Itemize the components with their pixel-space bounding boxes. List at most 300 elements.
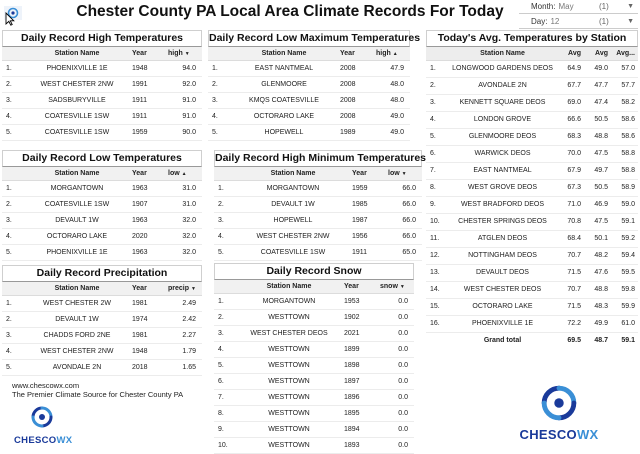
low-header[interactable] — [384, 167, 422, 180]
record-high-min-temps-table — [214, 167, 422, 261]
table-row[interactable] — [426, 162, 638, 179]
year-value: 2008 — [338, 92, 372, 108]
row-number: 10. — [214, 437, 236, 453]
table-row[interactable] — [426, 77, 638, 94]
table-row[interactable] — [2, 124, 202, 140]
avg-mean-value: 59.9 — [611, 298, 638, 315]
record-value: 0.0 — [376, 437, 414, 453]
avg-mean-value: 58.8 — [611, 162, 638, 179]
row-number-header — [2, 167, 24, 180]
table-row[interactable] — [426, 315, 638, 332]
station-name: WEST CHESTER 2W — [24, 295, 130, 311]
row-number: 1. — [214, 180, 236, 196]
row-number: 1. — [426, 60, 448, 77]
row-number: 2. — [426, 77, 448, 94]
avg-high-value: 68.4 — [557, 230, 584, 247]
record-value: 47.9 — [372, 60, 410, 76]
station-name-header[interactable]: Station Name — [24, 167, 130, 180]
table-row[interactable] — [214, 325, 414, 341]
station-name: CHESTER SPRINGS DEOS — [448, 213, 557, 230]
row-number: 4. — [214, 228, 236, 244]
station-name: MORGANTOWN — [236, 293, 342, 309]
table-row[interactable] — [2, 108, 202, 124]
year-value: 1956 — [350, 228, 384, 244]
record-precip-table — [2, 282, 202, 376]
table-row[interactable] — [426, 128, 638, 145]
avg-high-value: 67.3 — [557, 179, 584, 196]
year-value: 1894 — [342, 421, 376, 437]
row-number: 1. — [214, 293, 236, 309]
row-number: 5. — [2, 124, 24, 140]
row-number: 1. — [208, 60, 230, 76]
table-row[interactable] — [214, 228, 422, 244]
year-value: 1911 — [350, 244, 384, 260]
chevron-down-icon: ▼ — [627, 3, 634, 10]
avg-high-value: 70.8 — [557, 213, 584, 230]
year-value: 1896 — [342, 389, 376, 405]
station-name: WARWICK DEOS — [448, 145, 557, 162]
year-value: 1897 — [342, 373, 376, 389]
avg-high-value: 71.5 — [557, 298, 584, 315]
table-row[interactable] — [426, 264, 638, 281]
station-name: LONDON GROVE — [448, 111, 557, 128]
record-value: 1.65 — [164, 359, 202, 375]
year-value: 2008 — [338, 60, 372, 76]
record-value: 90.0 — [164, 124, 202, 140]
record-value: 0.0 — [376, 293, 414, 309]
brand-wordmark-wx: WX — [576, 427, 599, 442]
row-number: 15. — [426, 298, 448, 315]
row-number: 6. — [214, 373, 236, 389]
table-row[interactable] — [2, 343, 202, 359]
table-row[interactable] — [426, 196, 638, 213]
table-row[interactable] — [214, 421, 414, 437]
table-row[interactable] — [214, 244, 422, 260]
sort-asc-icon: ▲ — [181, 170, 187, 177]
year-value: 2020 — [130, 228, 164, 244]
brand-wordmark: CHESCOWX — [14, 435, 73, 446]
avg-mean-value: 58.9 — [611, 179, 638, 196]
table-row[interactable] — [2, 311, 202, 327]
year-value: 2008 — [338, 108, 372, 124]
row-number: 3. — [214, 325, 236, 341]
record-value: 66.0 — [384, 180, 422, 196]
row-number: 3. — [2, 327, 24, 343]
year-value: 1959 — [350, 180, 384, 196]
precip-header[interactable] — [164, 282, 202, 295]
record-value: 66.0 — [384, 228, 422, 244]
station-name-header[interactable]: Station Name — [24, 47, 130, 60]
avg-mean-value: 57.7 — [611, 77, 638, 94]
station-name: WEST GROVE DEOS — [448, 179, 557, 196]
row-number-header — [208, 47, 230, 60]
station-name-header[interactable]: Station Name — [24, 282, 130, 295]
avg-low-value: 48.2 — [584, 247, 611, 264]
year-value: 2021 — [342, 325, 376, 341]
row-number: 14. — [426, 281, 448, 298]
table-row[interactable] — [2, 212, 202, 228]
year-header[interactable]: Year — [350, 167, 384, 180]
station-name: PHOENIXVILLE 1E — [448, 315, 557, 332]
row-number: 4. — [214, 341, 236, 357]
low-header-label: low — [168, 169, 180, 177]
station-name: WESTTOWN — [236, 389, 342, 405]
avg-mean-value: 58.2 — [611, 94, 638, 111]
year-header[interactable]: Year — [130, 167, 164, 180]
station-name: WESTTOWN — [236, 309, 342, 325]
station-name: WESTTOWN — [236, 421, 342, 437]
table-row[interactable] — [214, 405, 414, 421]
year-value: 1991 — [130, 76, 164, 92]
station-name: PHOENIXVILLE 1E — [24, 244, 130, 260]
station-name: OCTORARO LAKE — [24, 228, 130, 244]
swirl-logo-icon — [22, 402, 62, 432]
row-number: 7. — [426, 162, 448, 179]
avg-mean-value: 59.5 — [611, 264, 638, 281]
high-header[interactable] — [164, 47, 202, 60]
record-value: 2.42 — [164, 311, 202, 327]
row-number: 5. — [426, 128, 448, 145]
record-value: 1.79 — [164, 343, 202, 359]
record-snow-table — [214, 280, 414, 454]
year-header[interactable]: Year — [342, 280, 376, 293]
year-value: 1902 — [342, 309, 376, 325]
table-row[interactable] — [426, 94, 638, 111]
sort-desc-icon: ▼ — [401, 170, 407, 177]
station-name: WEST CHESTER DEOS — [448, 281, 557, 298]
table-row[interactable] — [214, 437, 414, 453]
avg-low-value: 49.7 — [584, 162, 611, 179]
avg-low-header[interactable]: Avg — [584, 47, 611, 60]
grand-total-value: 59.1 — [621, 337, 635, 345]
day-filter-dropdown[interactable] — [519, 15, 638, 29]
table-row[interactable] — [426, 179, 638, 196]
record-value: 49.0 — [372, 124, 410, 140]
year-value: 1893 — [342, 437, 376, 453]
row-number: 4. — [2, 343, 24, 359]
row-number: 3. — [2, 92, 24, 108]
table-row[interactable] — [214, 180, 422, 196]
avg-low-value: 47.6 — [584, 264, 611, 281]
low-header-label: low — [388, 169, 400, 177]
avg-low-value: 50.5 — [584, 179, 611, 196]
grand-total-row — [426, 332, 638, 349]
table-row[interactable] — [2, 327, 202, 343]
row-number: 5. — [2, 359, 24, 375]
record-value: 48.0 — [372, 92, 410, 108]
station-name: COATESVILLE 1SW — [24, 108, 130, 124]
station-name: HOPEWELL — [236, 212, 350, 228]
year-value: 1895 — [342, 405, 376, 421]
table-row[interactable] — [208, 60, 410, 76]
record-value: 94.0 — [164, 60, 202, 76]
high-header-label: high — [376, 49, 391, 57]
table-row[interactable] — [208, 92, 410, 108]
table-row[interactable] — [426, 230, 638, 247]
avg-mean-value: 59.4 — [611, 247, 638, 264]
table-row[interactable] — [208, 76, 410, 92]
table-row[interactable] — [214, 293, 414, 309]
month-filter-value: May — [558, 2, 574, 11]
brand-wordmark-wx: WX — [56, 435, 73, 446]
table-row[interactable] — [426, 145, 638, 162]
brand-wordmark: CHESCOWX — [519, 427, 599, 442]
table-row[interactable] — [2, 295, 202, 311]
station-name: DEVAULT DEOS — [448, 264, 557, 281]
page-title: Chester County PA Local Area Climate Records For Today — [76, 3, 504, 20]
row-number: 3. — [208, 92, 230, 108]
year-value: 1907 — [130, 196, 164, 212]
table-row[interactable] — [2, 196, 202, 212]
year-value: 1953 — [342, 293, 376, 309]
table-row[interactable] — [214, 212, 422, 228]
year-value: 1989 — [338, 124, 372, 140]
avg-mean-value: 58.6 — [611, 111, 638, 128]
row-number-header — [2, 47, 24, 60]
record-low-temps-table — [2, 167, 202, 261]
station-name: KMQS COATESVILLE — [230, 92, 338, 108]
station-name: EAST NANTMEAL — [230, 60, 338, 76]
record-value: 66.0 — [384, 212, 422, 228]
avg-temps-by-station-panel — [426, 30, 638, 349]
avg-low-value: 49.0 — [584, 60, 611, 77]
station-name: LONGWOOD GARDENS DEOS — [448, 60, 557, 77]
table-row[interactable] — [208, 108, 410, 124]
year-value: 1911 — [130, 92, 164, 108]
record-snow-panel — [214, 263, 414, 454]
record-value: 0.0 — [376, 325, 414, 341]
record-value: 31.0 — [164, 196, 202, 212]
avg-mean-value: 59.2 — [611, 230, 638, 247]
year-value: 1948 — [130, 343, 164, 359]
record-value: 2.49 — [164, 295, 202, 311]
row-number: 9. — [426, 196, 448, 213]
table-row[interactable] — [214, 196, 422, 212]
record-high-temps-panel — [2, 30, 202, 141]
avg-low-value: 47.4 — [584, 94, 611, 111]
row-number: 7. — [214, 389, 236, 405]
year-value: 1985 — [350, 196, 384, 212]
row-number: 4. — [2, 228, 24, 244]
avg-low-value: 48.8 — [584, 128, 611, 145]
avg-high-header[interactable]: Avg — [557, 47, 584, 60]
table-row[interactable] — [2, 76, 202, 92]
sort-desc-icon: ▼ — [191, 285, 196, 292]
row-number: 1. — [2, 180, 24, 196]
table-row[interactable] — [214, 389, 414, 405]
station-name: COATESVILLE 1SW — [236, 244, 350, 260]
station-name: GLENMOORE DEOS — [448, 128, 557, 145]
snow-header-label: snow — [380, 282, 398, 290]
record-low-max-temps-title: Daily Record Low Maximum Temperatures — [208, 30, 410, 47]
station-name: OCTORARO LAKE — [230, 108, 338, 124]
year-value: 1898 — [342, 357, 376, 373]
day-filter-value: 12 — [550, 17, 560, 26]
row-number: 5. — [214, 357, 236, 373]
avg-mean-value: 59.1 — [611, 213, 638, 230]
year-value: 1987 — [350, 212, 384, 228]
record-value: 91.0 — [164, 92, 202, 108]
station-name-header[interactable]: Station Name — [236, 167, 350, 180]
table-row[interactable] — [426, 111, 638, 128]
table-row[interactable] — [2, 244, 202, 260]
station-name: WESTTOWN — [236, 341, 342, 357]
chescowx-logo-right — [516, 380, 602, 442]
avg-high-value: 68.3 — [557, 128, 584, 145]
year-value: 1911 — [130, 108, 164, 124]
table-row[interactable] — [214, 309, 414, 325]
row-number: 2. — [2, 311, 24, 327]
year-header[interactable]: Year — [130, 282, 164, 295]
row-number: 2. — [2, 76, 24, 92]
station-name-header[interactable]: Station Name — [448, 47, 557, 60]
row-number: 5. — [2, 244, 24, 260]
chevron-down-icon: ▼ — [627, 18, 634, 25]
table-row[interactable] — [426, 60, 638, 77]
record-low-temps-title: Daily Record Low Temperatures — [2, 150, 202, 167]
avg-high-value: 70.0 — [557, 145, 584, 162]
table-row[interactable] — [214, 357, 414, 373]
day-filter-label: Day: — [531, 17, 548, 26]
record-value: 48.0 — [372, 76, 410, 92]
site-url-link[interactable]: www.chescowx.com — [12, 381, 80, 390]
table-row[interactable] — [2, 60, 202, 76]
row-number: 6. — [426, 145, 448, 162]
avg-high-value: 70.7 — [557, 281, 584, 298]
station-name: OCTORARO LAKE — [448, 298, 557, 315]
station-name: AVONDALE 2N — [24, 359, 130, 375]
station-name-header[interactable]: Station Name — [236, 280, 342, 293]
table-row[interactable] — [214, 373, 414, 389]
low-header[interactable] — [164, 167, 202, 180]
station-name: MORGANTOWN — [236, 180, 350, 196]
record-value: 0.0 — [376, 309, 414, 325]
record-value: 0.0 — [376, 341, 414, 357]
precip-header-label: precip — [168, 284, 190, 292]
avg-low-value: 50.1 — [584, 230, 611, 247]
station-name: WESTTOWN — [236, 373, 342, 389]
avg-low-value: 47.7 — [584, 77, 611, 94]
table-row[interactable] — [2, 180, 202, 196]
table-row[interactable] — [214, 341, 414, 357]
station-name: WESTTOWN — [236, 357, 342, 373]
avg-high-value: 71.5 — [557, 264, 584, 281]
table-row[interactable] — [426, 298, 638, 315]
station-name: NOTTINGHAM DEOS — [448, 247, 557, 264]
record-value: 32.0 — [164, 228, 202, 244]
avg-high-value: 67.7 — [557, 77, 584, 94]
year-value: 1963 — [130, 180, 164, 196]
station-name: AVONDALE 2N — [448, 77, 557, 94]
avg-high-value: 67.9 — [557, 162, 584, 179]
record-value: 0.0 — [376, 421, 414, 437]
grand-total-label: Grand total — [483, 337, 522, 345]
record-low-max-temps-table — [208, 47, 410, 141]
station-name: WESTTOWN — [236, 405, 342, 421]
avg-high-value: 70.7 — [557, 247, 584, 264]
row-number-header — [214, 167, 236, 180]
year-value: 1899 — [342, 341, 376, 357]
high-header-label: high — [168, 49, 183, 57]
record-low-temps-panel — [2, 150, 202, 261]
record-low-max-temps-panel — [208, 30, 421, 141]
row-number: 3. — [214, 212, 236, 228]
record-value: 2.27 — [164, 327, 202, 343]
row-number: 9. — [214, 421, 236, 437]
year-value: 1974 — [130, 311, 164, 327]
record-value: 92.0 — [164, 76, 202, 92]
table-row[interactable] — [2, 92, 202, 108]
row-number: 10. — [426, 213, 448, 230]
row-number: 3. — [2, 212, 24, 228]
sort-desc-icon: ▼ — [184, 50, 190, 57]
avg-mean-value: 58.8 — [611, 145, 638, 162]
year-value: 2018 — [130, 359, 164, 375]
row-number: 4. — [426, 111, 448, 128]
station-name: EAST NANTMEAL — [448, 162, 557, 179]
station-name: SADSBURYVILLE — [24, 92, 130, 108]
avg-high-value: 66.6 — [557, 111, 584, 128]
station-name-header[interactable]: Station Name — [230, 47, 338, 60]
station-name: DEVAULT 1W — [24, 212, 130, 228]
station-name: PHOENIXVILLE 1E — [24, 60, 130, 76]
station-name: DEVAULT 1W — [236, 196, 350, 212]
snow-header[interactable] — [376, 280, 414, 293]
avg-high-value: 64.9 — [557, 60, 584, 77]
station-name: CHADDS FORD 2NE — [24, 327, 130, 343]
station-name: WEST BRADFORD DEOS — [448, 196, 557, 213]
table-row[interactable] — [426, 247, 638, 264]
table-row[interactable] — [426, 213, 638, 230]
month-filter-dropdown[interactable] — [519, 0, 638, 14]
avg-low-value: 50.5 — [584, 111, 611, 128]
row-number: 2. — [2, 196, 24, 212]
avg-mean-value: 61.0 — [611, 315, 638, 332]
table-row[interactable] — [208, 124, 410, 140]
station-name: WEST CHESTER DEOS — [236, 325, 342, 341]
row-number: 4. — [208, 108, 230, 124]
record-value: 65.0 — [384, 244, 422, 260]
day-filter-count: (1) — [599, 17, 609, 26]
station-name: WEST CHESTER 2NW — [236, 228, 350, 244]
year-value: 1959 — [130, 124, 164, 140]
table-row[interactable] — [2, 359, 202, 375]
avg-high-value: 72.2 — [557, 315, 584, 332]
row-number-header — [426, 47, 448, 60]
table-row[interactable] — [426, 281, 638, 298]
station-name: DEVAULT 1W — [24, 311, 130, 327]
record-value: 0.0 — [376, 405, 414, 421]
station-name: GLENMOORE — [230, 76, 338, 92]
station-name: WEST CHESTER 2NW — [24, 76, 130, 92]
avg-temps-title: Today's Avg. Temperatures by Station — [426, 30, 638, 47]
row-number: 1. — [2, 295, 24, 311]
high-header[interactable] — [372, 47, 410, 60]
avg-mean-header[interactable]: Avg... — [611, 47, 638, 60]
station-name: ATGLEN DEOS — [448, 230, 557, 247]
month-filter-count: (1) — [599, 2, 609, 11]
table-row[interactable] — [2, 228, 202, 244]
year-value: 1963 — [130, 244, 164, 260]
row-number: 12. — [426, 247, 448, 264]
record-snow-title: Daily Record Snow — [214, 263, 414, 280]
avg-mean-value: 59.8 — [611, 281, 638, 298]
avg-temps-table — [426, 47, 638, 349]
year-header[interactable]: Year — [130, 47, 164, 60]
avg-low-value: 47.5 — [584, 213, 611, 230]
grand-total-value: 48.7 — [594, 337, 608, 345]
year-header[interactable]: Year — [338, 47, 372, 60]
